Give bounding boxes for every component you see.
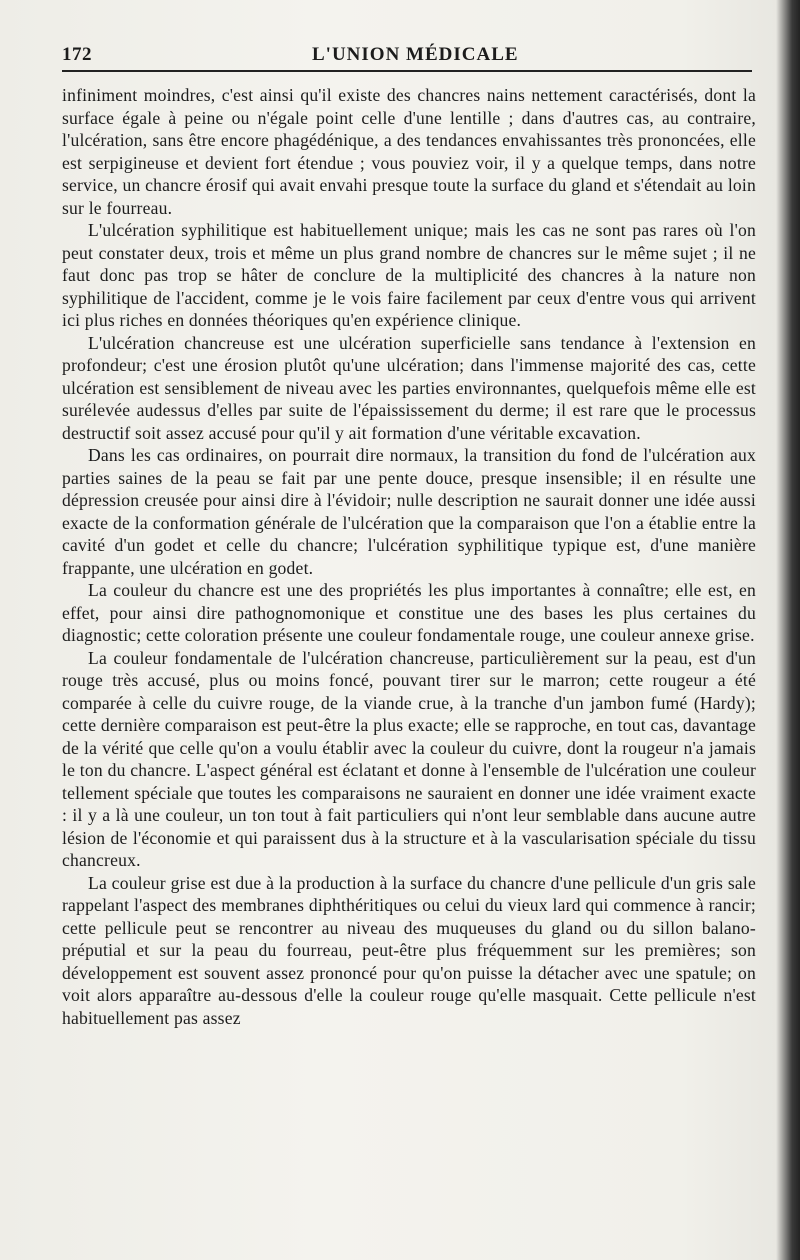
paragraph-5: La couleur du chancre est une des propriétés les plus importantes à connaître; elle est, en effet, pour ainsi dire pathognomonique et constitue une des bases les plus certaines du diagnostic; cette coloration présente une couleur fondamentale rouge, une couleur annexe grise.	[62, 580, 756, 645]
page-number: 172	[62, 44, 92, 65]
paragraph-2: L'ulcération syphilitique est habituellement unique; mais les cas ne sont pas rares où l'on peut constater deux, trois et même un plus grand nombre de chancres sur le même sujet ; il ne faut donc pas trop se hâter de conclure de la multiplicité des chancres à la nature non syphilitique de l'accident, comme je le vois faire facilement par ceux d'entre vous qui arrivent ici plus riches en données théoriques qu'en expérience clinique.	[62, 220, 756, 330]
body-text	[62, 84, 756, 1029]
paragraph-3: L'ulcération chancreuse est une ulcération superficielle sans tendance à l'extension en profondeur; c'est une érosion plutôt qu'une ulcération; dans l'immense majorité des cas, cette ulcération est sensiblement de niveau avec les parties environnantes, quelquefois même elle est surélevée audessus d'elles par suite de l'épaississement du derme; il est rare que le processus destructif soit assez accusé pour qu'il y ait formation d'une véritable excavation.	[62, 332, 756, 443]
paragraph-7: La couleur grise est due à la production à la surface du chancre d'une pellicule d'un gris sale rappelant l'aspect des membranes diphthéritiques ou celui du vieux lard qui commence à rancir; cette pellicule peut se rencontrer au niveau des muqueuses du gland ou du sillon balano-préputial et sur la peau du fourreau, peut-être plus fréquemment sur les premières; son développement est souvent assez prononcé pour qu'on puisse la détacher avec une spatule; on voit alors apparaître au-dessous d'elle la couleur rouge qu'elle masquait. Cette pellicule n'est habituellement pas assez	[62, 872, 756, 1028]
paragraph-4: Dans les cas ordinaires, on pourrait dire normaux, la transition du fond de l'ulcération aux parties saines de la peau se fait par une pente douce, presque insensible; il en résulte une dépression creusée pour ainsi dire à l'évidoir; nulle description ne saurait donner une idée aussi exacte de la conformation générale de l'ulcération que la comparaison que l'on a établie entre la cavité d'un godet et celle du chancre; l'ulcération syphilitique typique est, d'une manière frappante, une ulcération en godet.	[62, 445, 756, 578]
running-title: L'UNION MÉDICALE	[312, 44, 519, 65]
paragraph-6: La couleur fondamentale de l'ulcération chancreuse, particulièrement sur la peau, est d'un rouge très accusé, plus ou moins foncé, pouvant tirer sur le marron; cette rougeur a été comparée à celle du cuivre rouge, de la viande crue, à la tranche d'un jambon fumé (Hardy); cette dernière comparaison est peut-être la plus exacte; elle se rapproche, en tout cas, davantage de la vérité que celle qu'on a voulu établir avec la couleur du cuivre, dont la rougeur n'a jamais le ton du chancre. L'aspect général est éclatant et donne à l'ensemble de l'ulcération une couleur tellement spéciale que toutes les comparaisons ne sauraient en donner une idée vraiment exacte : il y a là une couleur, un ton tout à fait particuliers qui n'ont leur semblable dans aucune autre lésion de l'économie et qui paraissent dus à la structure et à la vascularisation spéciale du tissu chancreux.	[62, 647, 756, 870]
paragraph-1: infiniment moindres, c'est ainsi qu'il existe des chancres nains nettement caractérisés, dont la surface égale à peine ou n'égale point celle d'une lentille ; dans d'autres cas, au contraire, l'ulcération, sans être encore phagédénique, a des tendances envahissantes très prononcées, elle est serpigineuse et devient fort étendue ; vous pouviez voir, il y a quelque temps, dans notre service, un chancre érosif qui avait envahi presque toute la surface du gland et s'étendait au loin sur le fourreau.	[62, 85, 756, 218]
header-rule	[62, 70, 752, 72]
